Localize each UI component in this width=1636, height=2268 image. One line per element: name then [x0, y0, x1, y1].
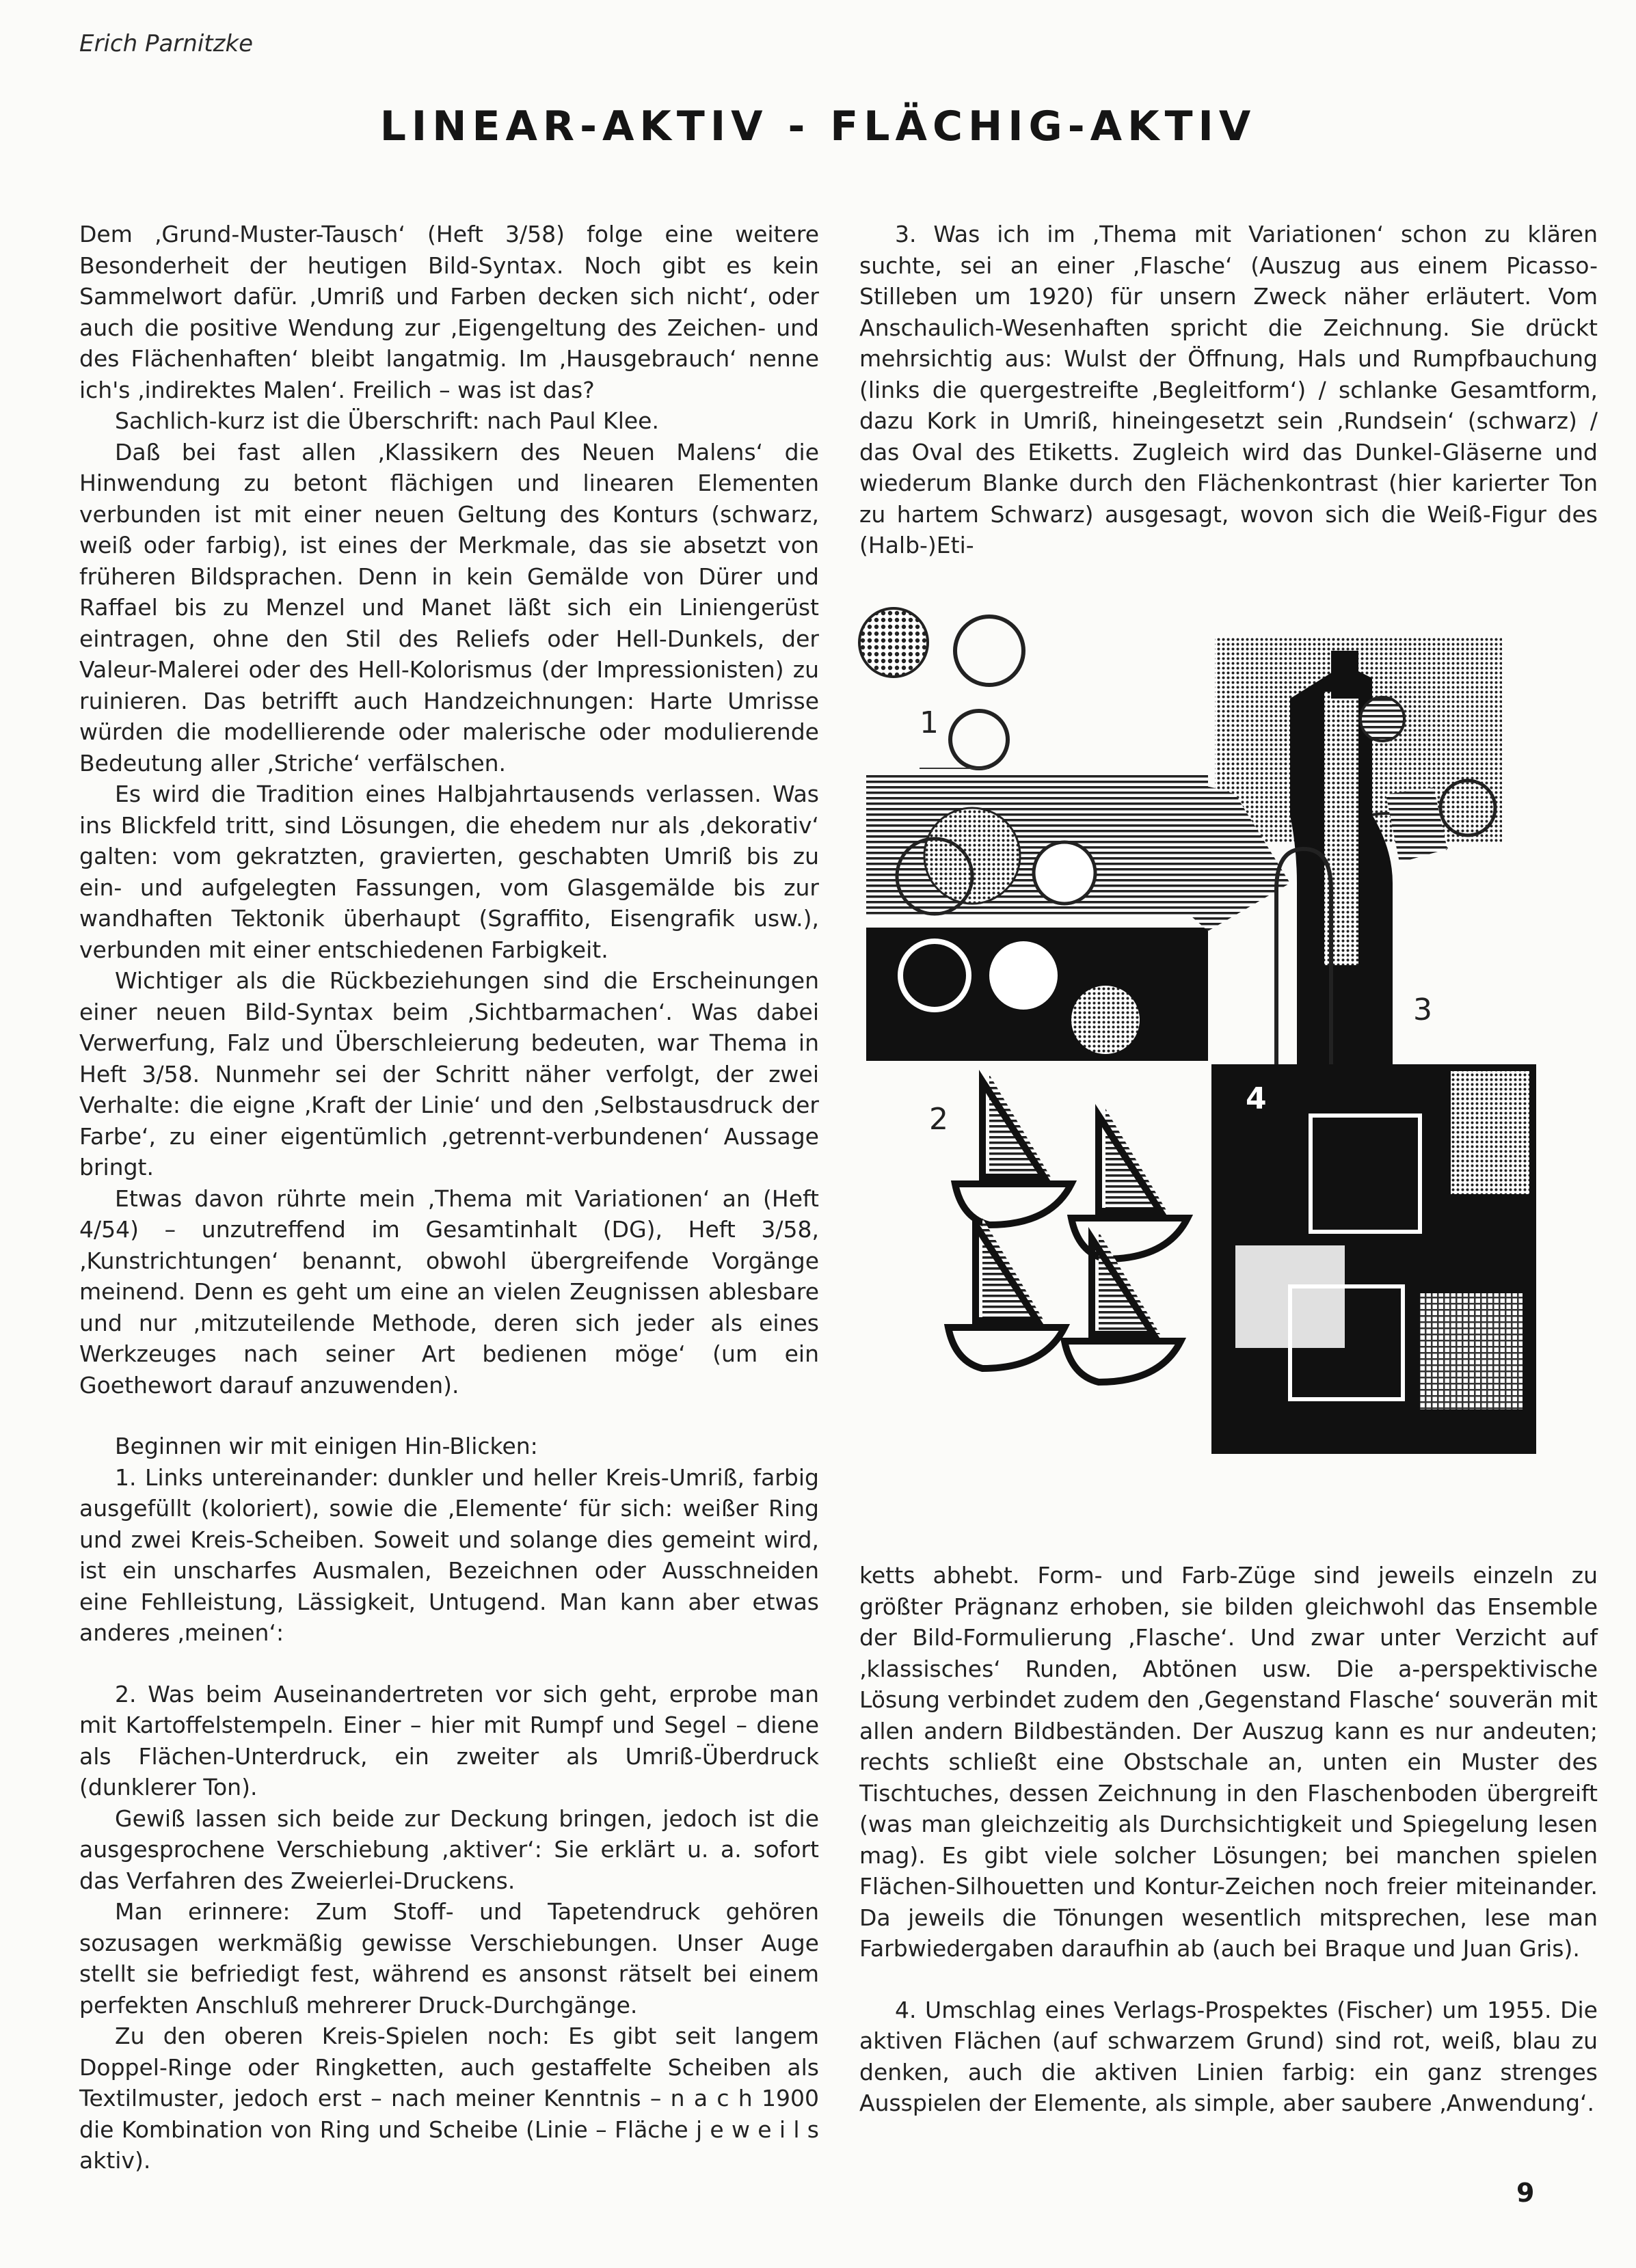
ring — [1360, 697, 1404, 741]
paragraph: Sachlich-kurz ist die Überschrift: nach Paul Klee. — [115, 407, 659, 434]
dotted-disc — [924, 808, 1020, 904]
boat — [1064, 1232, 1181, 1382]
paragraph: Es wird die Tradition eines Halbjahrtausends verlassen. Was ins Blickfeld tritt, sind Lösungen, die ehedem nur als ‚dekorativ‘ galten: vom gekratzten, gravierten, geschabten Umriß bis zu ein- und aufgelegten Fassungen, vom Glasgemälde bis zur wandhaften Tektonik überhaupt (Sgraffito, Eisengrafik usw.), verbunden mit einer entschiedenen Farbigkeit. — [79, 781, 819, 963]
right-column-bottom — [859, 1560, 1598, 2119]
paragraph: 2. Was beim Auseinandertreten vor sich geht, erprobe man mit Kartoffelstempeln. Einer – hier mit Rumpf und Segel – diene als Flächen-Unterdruck, ein zweiter als Umriß-Überdruck (dunklerer Ton). — [79, 1680, 819, 1800]
page-number: 9 — [1516, 2178, 1535, 2208]
author-name: Erich Parnitzke — [79, 30, 254, 57]
paragraph: Daß bei fast allen ‚Klassikern des Neuen Malens‘ die Hinwendung zu betont flächigen und linearen Elementen verbunden ist mit einer neuen Geltung des Konturs (schwarz, weiß oder farbig), ist eines der Merkmale, das sie absetzt von früheren Bildsprachen. Denn in kein Gemälde von Dürer und Raffael bis zu Menzel und Manet läßt sich ein Liniengerüst eintragen, ohne den Stil des Reliefs oder Hell-Dunkels, der Valeur-Malerei oder des Hell-Kolorismus (der Impressionisten) zu ruinieren. Das betrifft auch Handzeichnungen: Harte Umrisse würden die modellierende oder malerische oder modulierende Bedeutung aller ‚Striche‘ verfälschen. — [79, 438, 819, 777]
dotted-disc — [1071, 986, 1140, 1054]
paragraph: Beginnen wir mit einigen Hin-Blicken: — [115, 1433, 538, 1459]
paragraph: 1. Links untereinander: dunkler und heller Kreis-Umriß, farbig ausgefüllt (koloriert), sowie die ‚Elemente‘ für sich: weißer Ring und zwei Kreis-Scheiben. Soweit und solange dies gemeint wird, ist ein unscharfes Ausmalen, Bezeichnen oder Ausschneiden eine Fehlleistung, Lässigkeit, Untugend. Man kann aber etwas anderes ‚meinen‘: — [79, 1463, 819, 1646]
paragraph: 3. Was ich im ‚Thema mit Variationen‘ schon zu klären suchte, sei an einer ‚Flasche‘ (Auszug aus einem Picasso-Stilleben um 1920) für unsern Zweck näher erläutert. Vom Anschaulich-Wesenhaften spricht die Zeichnung. Sie drückt mehrsichtig aus: Wulst der Öffnung, Hals und Rumpfbauchung (links die quergestreifte ‚Begleitform‘) / schlanke Gesamtform, dazu Kork in Umriß, hineingesetzt sein ‚Rundsein‘ (schwarz) / das Oval des Etiketts. Zugleich wird das Dunkel-Gläserne und wiederum Blanke durch den Flächenkontrast (hier karierter Ton zu hartem Schwarz) ausgesagt, wovon sich die Weiß-Figur des (Halb-)Eti- — [859, 221, 1598, 558]
paragraph: 4. Umschlag eines Verlags-Prospektes (Fischer) um 1955. Die aktiven Flächen (auf schwarzem Grund) sind rot, weiß, blau zu denken, auch die aktiven Linien farbig: ein ganz strenges Ausspielen der Elemente, als simple, aber saubere ‚Anwendung‘. — [859, 1996, 1598, 2116]
ring — [950, 711, 1008, 768]
right-column-top — [859, 219, 1598, 561]
illustration-figure — [853, 589, 1570, 1464]
paragraph: Gewiß lassen sich beide zur Deckung bringen, jedoch ist die ausgesprochene Verschiebung ‚aktiver‘: Sie erklärt u. a. sofort das Verfahren des Zweierlei-Druckens. — [79, 1805, 819, 1894]
grid-square — [1420, 1293, 1523, 1409]
figure-label-1: 1 — [920, 705, 939, 740]
dotted-disc — [859, 608, 928, 677]
figure-label-3: 3 — [1413, 993, 1432, 1027]
ring — [955, 617, 1023, 685]
paragraph: ketts abhebt. Form- und Farb-Züge sind jeweils einzeln zu größter Prägnanz erhoben, sie bilden gleichwohl das Ensemble der Bild-Formulierung ‚Flasche‘. Und zwar unter Verzicht auf ‚klassisches‘ Runden, Abtönen usw. Die a-perspektivische Lösung verbindet zudem den ‚Gegenstand Flasche‘ souverän mit allen andern Bildbeständen. Der Auszug kann es nur andeuten; rechts schließt eine Obstschale an, unten ein Muster des Tischtuches, dessen Zeichnung in den Flaschenboden übergreift (was man gleichzeitig als Durchsichtigkeit und Spiegelung lesen mag). Es gibt viele solcher Lösungen; bei manchen spielen Flächen-Silhouetten und Kontur-Zeichen noch freier miteinander. Da jeweils die Tönungen wesentlich mitsprechen, lese man Farbwiedergaben daraufhin ab (auch bei Braque und Juan Gris). — [859, 1562, 1598, 1962]
paragraph: Etwas davon rührte mein ‚Thema mit Variationen‘ an (Heft 4/54) – unzutreffend im Gesamtinhalt (DG), Heft 3/58, ‚Kunstrichtungen‘ benannt, obwohl übergreifende Vorgänge meinend. Denn es geht um eine an vielen Zeugnissen ablesbare und nur ‚mitzuteilende Methode, deren sich jeder als eines Werkzeuges nach seiner Art bedienen möge‘ (um ein Goethewort darauf anzuwenden). — [79, 1185, 819, 1399]
paragraph: Dem ‚Grund-Muster-Tausch‘ (Heft 3/58) folge eine weitere Besonderheit der heutigen Bild-Syntax. Noch gibt es kein Sammelwort dafür. ‚Umriß und Farben decken sich nicht‘, oder auch die positive Wendung zur ‚Eigengeltung des Zeichen- und des Flächenhaften‘ bleibt langatmig. Im ‚Hausgebrauch‘ nenne ich's ‚indirektes Malen‘. Freilich – was ist das? — [79, 221, 819, 403]
illustration-svg — [853, 589, 1570, 1464]
figure-label-2: 2 — [929, 1102, 948, 1137]
paragraph: Zu den oberen Kreis-Spielen noch: Es gibt seit langem Doppel-Ringe oder Ringketten, auch gestaffelte Scheiben als Textilmuster, jedoch erst – nach meiner Kenntnis – n a c h 1900 die Kombination von Ring und Scheibe (Linie – Fläche j e w e i l s aktiv). — [79, 2023, 819, 2174]
paragraph: Man erinnere: Zum Stoff- und Tapetendruck gehören sozusagen werkmäßig gewisse Verschiebungen. Unser Auge stellt sie befriedigt fest, während es ansonst rätselt bei einem perfekten Anschluß mehrerer Druck-Durchgänge. — [79, 1898, 819, 2019]
boat — [948, 1218, 1064, 1368]
paragraph: Wichtiger als die Rückbeziehungen sind die Erscheinungen einer neuen Bild-Syntax beim ‚Sichtbarmachen‘. Was dabei Verwerfung, Falz und Überschleierung bedeuten, war Thema in Heft 3/58. Nunmehr sei der Schritt näher verfolgt, der zwei Verhalte: die eigne ‚Kraft der Linie‘ und den ‚Selbstausdruck der Farbe‘, zu einer eigentümlich ‚getrennt-verbundenen‘ Aussage bringt. — [79, 967, 819, 1180]
boat — [955, 1075, 1071, 1225]
white-disc — [989, 941, 1058, 1010]
article-title: LINEAR-AKTIV - FLÄCHIG-AKTIV — [379, 103, 1257, 150]
left-column — [79, 219, 819, 2176]
bottle-cork — [1331, 651, 1358, 699]
ring — [1034, 842, 1095, 904]
figure-label-4: 4 — [1246, 1081, 1267, 1116]
dotted-square — [1451, 1071, 1529, 1194]
